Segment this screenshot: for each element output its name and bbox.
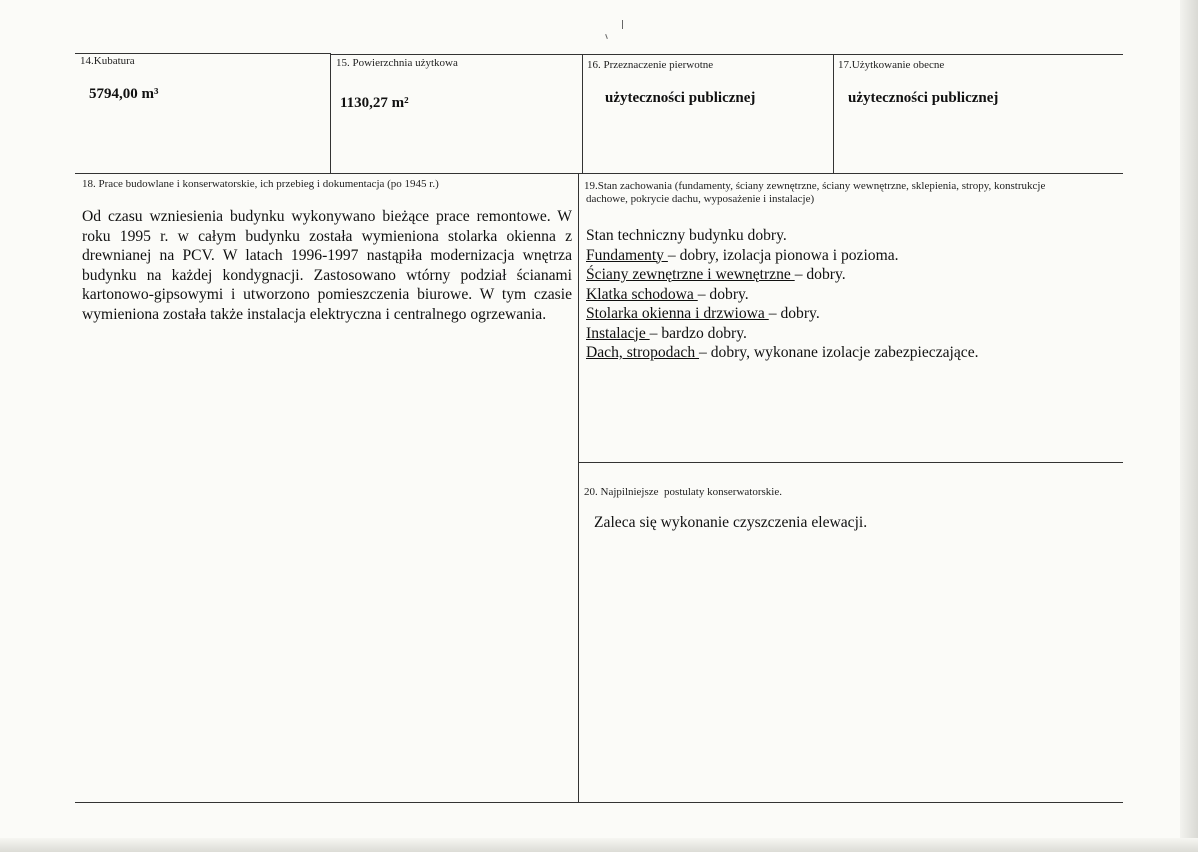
stan-item-desc: – bardzo dobry. — [649, 324, 747, 342]
prace-text: Od czasu wzniesienia budynku wykonywano bieżące prace remontowe. W roku 1995 r. w całym budynku została wymieniona stolarka okienna z drewnianej na PCV. W latach 1996-1997 nastąpiła modernizacja wnętrza budynku na każdej kondygnacji. Zastosowano wtórny podział ścianami kartonowo-gipsowymi i utworzono pomieszczenia biurowe. W tym czasie wymieniona została także instalacja elektryczna i centralnego ogrzewania. — [82, 208, 572, 323]
scan-mark — [622, 20, 623, 29]
grid-line — [331, 54, 1123, 55]
stan-label-line: 19.Stan zachowania (fundamenty, ściany zewnętrzne, ściany wewnętrzne, sklepienia, stropy, konstrukcje — [584, 180, 1046, 192]
grid-line — [578, 173, 579, 803]
stan-label-line: dachowe, pokrycie dachu, wyposażenie i instalacje) — [586, 193, 815, 205]
stan-item-desc: – dobry, wykonane izolacje zabezpieczające. — [699, 344, 979, 361]
grid-line — [833, 55, 834, 173]
powierzchnia-value: 1130,27 m² — [340, 95, 409, 111]
przeznaczenie-label: 16. Przeznaczenie pierwotne — [587, 59, 714, 71]
grid-line — [75, 53, 331, 54]
stan-item — [586, 246, 1116, 266]
kubatura-value: 5794,00 m³ — [89, 86, 159, 102]
stan-item — [586, 265, 1116, 285]
postulaty-text: Zaleca się wykonanie czyszczenia elewacji. — [594, 514, 868, 531]
stan-label — [584, 180, 1045, 206]
stan-item-term: Stolarka okienna i drzwiowa — [586, 305, 769, 322]
kubatura-label: 14.Kubatura — [80, 55, 135, 67]
stan-item — [586, 285, 1116, 305]
stan-item-desc: – dobry. — [697, 285, 749, 303]
grid-line — [75, 173, 1123, 174]
grid-line — [330, 53, 331, 173]
stan-item — [586, 304, 1116, 324]
stan-item-desc: – dobry. — [768, 305, 820, 322]
stan-item-term: Klatka schodowa — [586, 285, 698, 303]
grid-line — [75, 802, 1123, 803]
grid-line — [578, 462, 1123, 463]
uzytkowanie-value: użyteczności publicznej — [848, 90, 999, 106]
uzytkowanie-label: 17.Użytkowanie obecne — [838, 59, 945, 71]
postulaty-label: 20. Najpilniejsze postulaty konserwatorskie. — [584, 486, 782, 498]
stan-item-term: Fundamenty — [586, 246, 668, 264]
scan-mark — [605, 34, 608, 39]
stan-item-term: Ściany zewnętrzne i wewnętrzne — [586, 266, 795, 283]
stan-item-desc: – dobry, izolacja pionowa i pozioma. — [667, 246, 899, 264]
stan-item — [586, 343, 1116, 363]
grid-line — [582, 55, 583, 173]
stan-item — [586, 324, 1116, 344]
stan-list — [586, 226, 1116, 363]
prace-label: 18. Prace budowlane i konserwatorskie, ich przebieg i dokumentacja (po 1945 r.) — [82, 178, 439, 190]
page-edge-right — [1180, 0, 1198, 852]
stan-item-desc: – dobry. — [794, 266, 846, 283]
przeznaczenie-value: użyteczności publicznej — [605, 90, 756, 106]
powierzchnia-label: 15. Powierzchnia użytkowa — [336, 57, 458, 69]
page-edge-bottom — [0, 838, 1198, 852]
stan-intro: Stan techniczny budynku dobry. — [586, 227, 787, 244]
stan-item-term: Dach, stropodach — [586, 344, 700, 361]
stan-item-term: Instalacje — [586, 324, 650, 342]
